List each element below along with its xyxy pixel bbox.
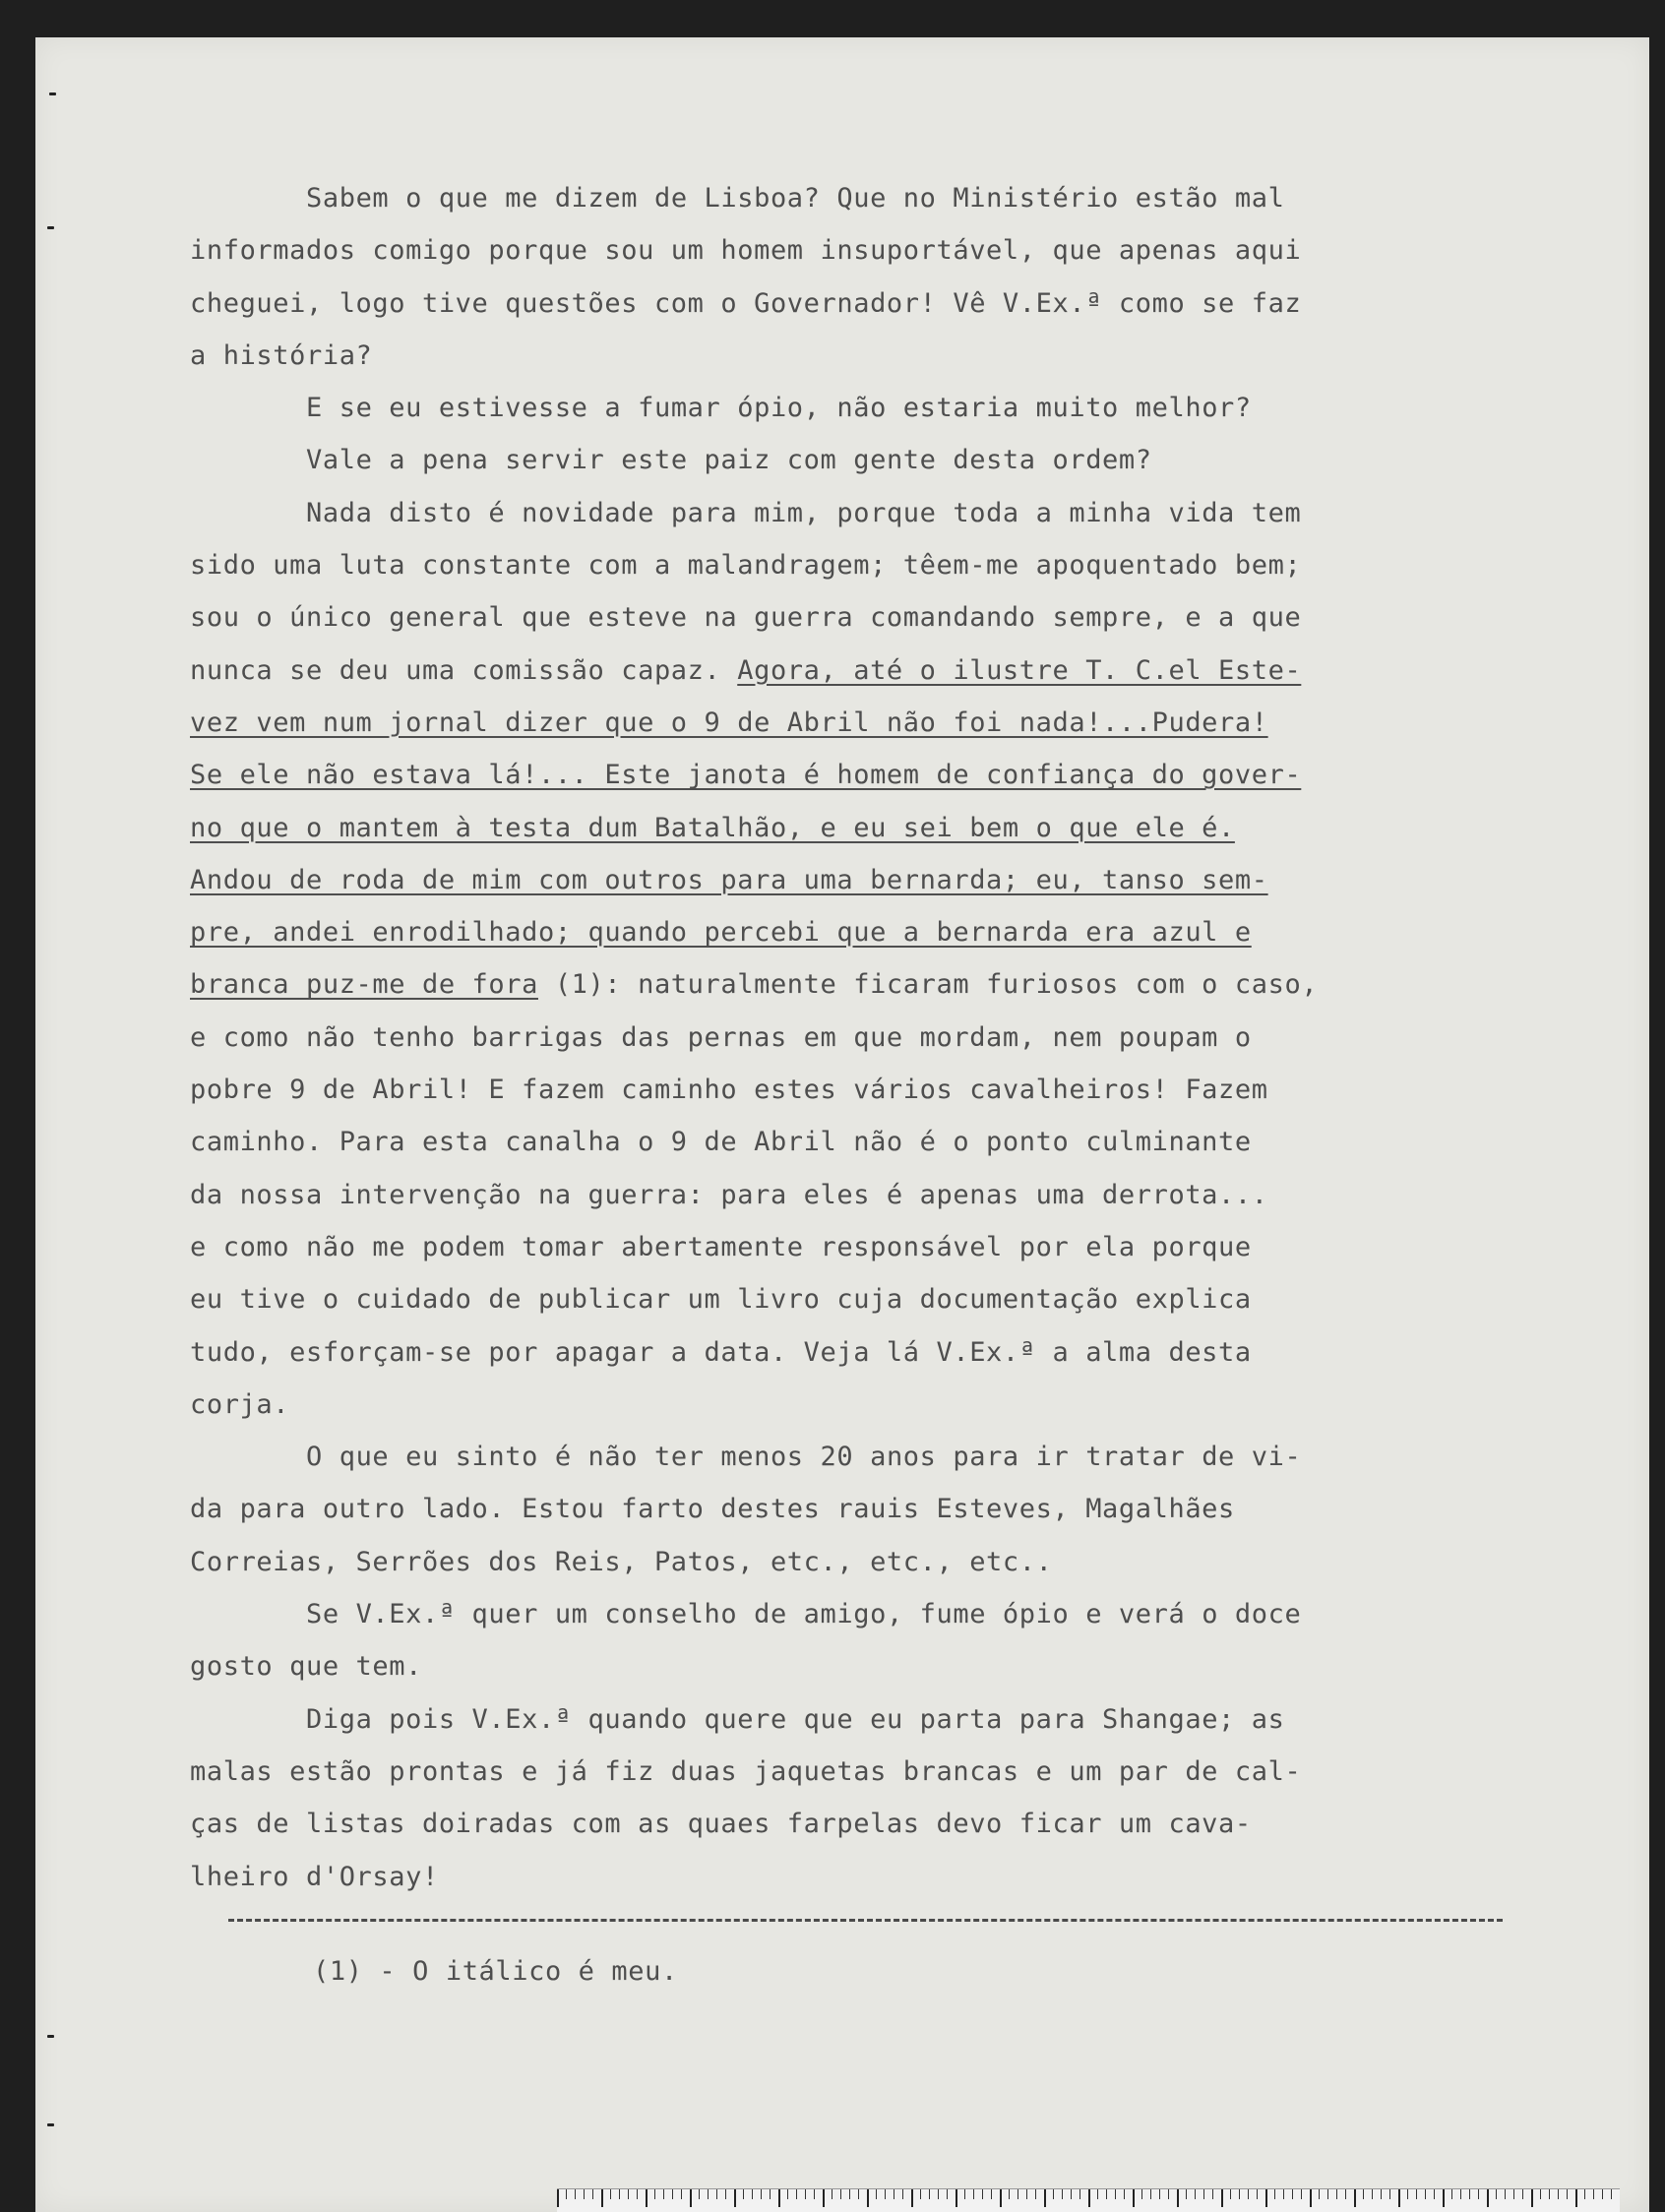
text-line xyxy=(190,539,1558,591)
text-line xyxy=(190,1379,1558,1431)
text-line xyxy=(190,802,1558,854)
line-text: e como não tenho barrigas das pernas em que mordam, nem poupam o xyxy=(190,1021,1252,1053)
line-text: ças de listas doiradas com as quaes farpelas devo ficar um cava- xyxy=(190,1809,1252,1840)
line-text: Nada disto é novidade para mim, porque toda a minha vida tem xyxy=(306,497,1302,528)
line-text: Correias, Serrões dos Reis, Patos, etc., etc., etc.. xyxy=(190,1546,1053,1577)
line-text: eu tive o cuidado de publicar um livro cuja documentação explica xyxy=(190,1284,1252,1316)
text-line xyxy=(190,1746,1558,1798)
text-line xyxy=(190,1640,1558,1692)
underlined-text: no que o mantem à testa dum Batalhão, e eu sei bem o que ele é. xyxy=(190,812,1235,843)
text-line xyxy=(190,382,1558,434)
edge-mark xyxy=(49,92,56,95)
line-text: da nossa intervenção na guerra: para eles é apenas uma derrota... xyxy=(190,1179,1268,1210)
text-line xyxy=(190,1326,1558,1379)
text-line xyxy=(190,1273,1558,1325)
underlined-text: vez vem num jornal dizer que o 9 de Abril não foi nada!...Pudera! xyxy=(190,707,1268,738)
line-text: cheguei, logo tive questões com o Governador! Vê V.Ex.ª como se faz xyxy=(190,287,1302,319)
line-text: (1): naturalmente ficaram furiosos com o caso, xyxy=(537,969,1319,1001)
text-line xyxy=(190,1536,1558,1588)
text-line xyxy=(190,172,1558,224)
typed-letter-body xyxy=(190,172,1558,1903)
line-text: malas estão prontas e já fiz duas jaquetas brancas e um par de cal- xyxy=(190,1755,1302,1787)
text-line xyxy=(190,697,1558,749)
underlined-text: Andou de roda de mim com outros para uma bernarda; eu, tanso sem- xyxy=(190,864,1268,895)
text-line xyxy=(190,330,1558,382)
text-line xyxy=(190,1693,1558,1746)
line-text: Se V.Ex.ª quer um conselho de amigo, fume ópio e verá o doce xyxy=(306,1599,1302,1630)
underlined-text: pre, andei enrodilhado; quando percebi que a bernarda era azul e xyxy=(190,917,1252,949)
underlined-text: Se ele não estava lá!... Este janota é homem de confiança do gover- xyxy=(190,760,1302,791)
text-line xyxy=(190,749,1558,801)
line-text: da para outro lado. Estou farto destes rauis Esteves, Magalhães xyxy=(190,1494,1235,1525)
text-line xyxy=(190,277,1558,330)
text-line xyxy=(190,1851,1558,1903)
footnote-separator xyxy=(228,1919,1503,1922)
line-text: e como não me podem tomar abertamente responsável por ela porque xyxy=(190,1231,1252,1262)
edge-mark xyxy=(47,2123,54,2126)
line-text: caminho. Para esta canalha o 9 de Abril não é o ponto culminante xyxy=(190,1127,1252,1158)
text-line xyxy=(190,1798,1558,1850)
edge-mark xyxy=(47,226,54,229)
text-line xyxy=(190,591,1558,644)
text-line xyxy=(190,1483,1558,1535)
text-line xyxy=(190,434,1558,486)
line-text: pobre 9 de Abril! E fazem caminho estes vários cavalheiros! Fazem xyxy=(190,1075,1268,1106)
text-line xyxy=(190,1431,1558,1483)
footnote: (1) - O itálico é meu. xyxy=(313,1956,678,1987)
line-text: Sabem o que me dizem de Lisboa? Que no Ministério estão mal xyxy=(306,183,1285,214)
line-text: lheiro d'Orsay! xyxy=(190,1861,439,1892)
text-line xyxy=(190,854,1558,906)
line-text: gosto que tem. xyxy=(190,1651,422,1683)
text-line xyxy=(190,487,1558,539)
text-line xyxy=(190,1221,1558,1273)
underlined-text: branca puz-me de fora xyxy=(190,969,538,1001)
line-text: informados comigo porque sou um homem insuportável, que apenas aqui xyxy=(190,235,1302,267)
line-text: sido uma luta constante com a malandragem; têem-me apoquentado bem; xyxy=(190,550,1302,582)
text-line xyxy=(190,906,1558,958)
line-text: nunca se deu uma comissão capaz. xyxy=(190,654,738,686)
text-line xyxy=(190,645,1558,697)
line-text: O que eu sinto é não ter menos 20 anos para ir tratar de vi- xyxy=(306,1442,1302,1473)
text-line xyxy=(190,1588,1558,1640)
line-text: E se eu estivesse a fumar ópio, não estaria muito melhor? xyxy=(306,393,1252,424)
line-text: corja. xyxy=(190,1388,290,1420)
line-text: sou o único general que esteve na guerra comandando sempre, e a que xyxy=(190,602,1302,634)
edge-mark xyxy=(47,2035,54,2038)
line-text: a história? xyxy=(190,339,373,371)
underlined-text: Agora, até o ilustre T. C.el Este- xyxy=(737,654,1302,686)
line-text: tudo, esforçam-se por apagar a data. Veja lá V.Ex.ª a alma desta xyxy=(190,1336,1252,1368)
line-text: Diga pois V.Ex.ª quando quere que eu parta para Shangae; as xyxy=(306,1703,1285,1735)
text-line xyxy=(190,958,1558,1011)
text-line xyxy=(190,1116,1558,1168)
scale-ruler xyxy=(557,2188,1620,2212)
text-line xyxy=(190,1012,1558,1064)
text-line xyxy=(190,1064,1558,1116)
text-line xyxy=(190,224,1558,276)
text-line xyxy=(190,1169,1558,1221)
line-text: Vale a pena servir este paiz com gente desta ordem? xyxy=(306,445,1152,476)
